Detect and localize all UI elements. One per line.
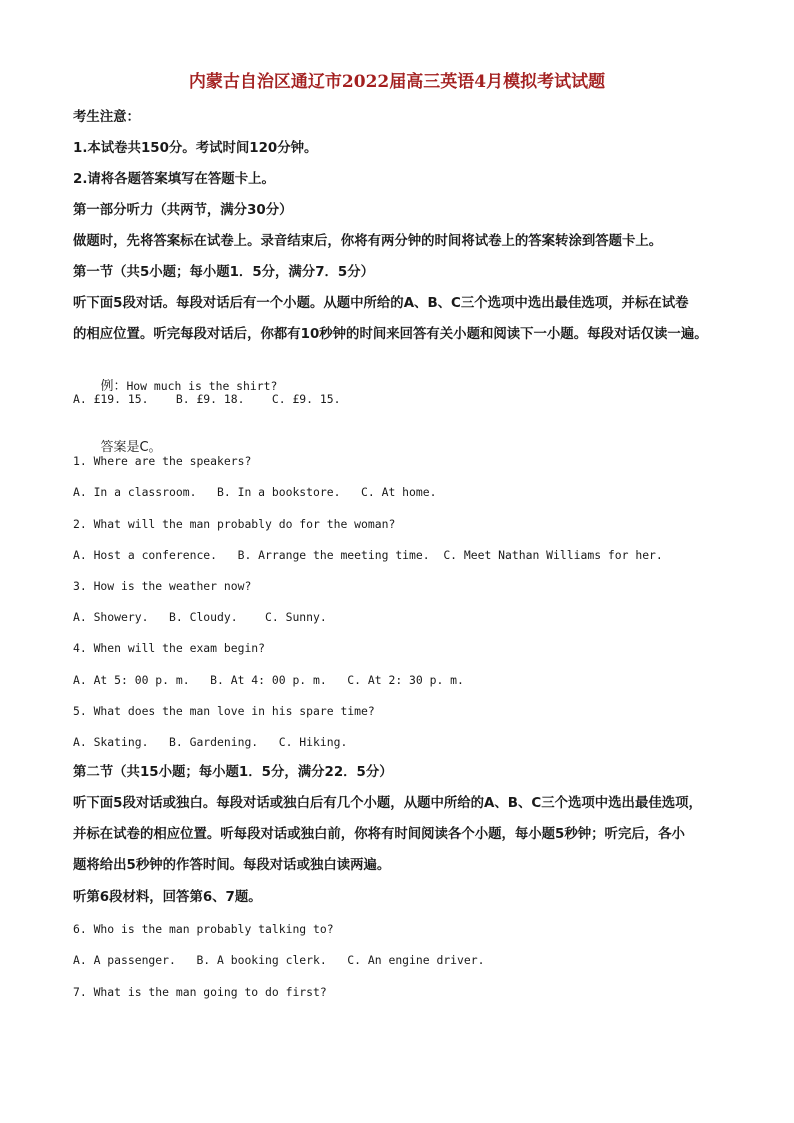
section2-instruction-line3: 题将给出5秒钟的作答时间。每段对话或独白读两遍。 (73, 858, 391, 873)
question-4: 4. When will the exam begin? (73, 641, 266, 655)
part1-heading: 第一部分听力（共两节，满分30分） (73, 203, 293, 218)
question-4-options: A. At 5: 00 p. m. B. At 4: 00 p. m. C. At 2: 30 p. m. (73, 673, 464, 687)
section2-instruction-line1: 听下面5段对话或独白。每段对话或独白后有几个小题，从题中所给的A、B、C三个选项中选出最佳选项， (73, 796, 702, 811)
material-6-heading: 听第6段材料，回答第6、7题。 (73, 890, 262, 905)
section1-instruction-line1: 听下面5段对话。每段对话后有一个小题。从题中所给的A、B、C三个选项中选出最佳选项，并标在试卷 (73, 296, 689, 311)
example-question: How much is the shirt? (126, 379, 278, 393)
part1-instruction: 做题时，先将答案标在试卷上。录音结束后，你将有两分钟的时间将试卷上的答案转涂到答题卡上。 (73, 234, 663, 249)
section2-heading: 第二节（共15小题；每小题1．5分，满分22．5分） (73, 765, 393, 780)
question-3: 3. How is the weather now? (73, 579, 252, 593)
question-2-options: A. Host a conference. B. Arrange the meeting time. C. Meet Nathan Williams for her. (73, 548, 663, 562)
question-7: 7. What is the man going to do first? (73, 985, 327, 999)
notice-item-2: 2.请将各题答案填写在答题卡上。 (73, 172, 275, 187)
question-2: 2. What will the man probably do for the woman? (73, 517, 396, 531)
question-5-options: A. Skating. B. Gardening. C. Hiking. (73, 735, 348, 749)
example-options: A. £19. 15. B. £9. 18. C. £9. 15. (73, 392, 341, 406)
exam-title: 内蒙古自治区通辽市2022届高三英语4月模拟考试试题 (188, 72, 606, 92)
section2-instruction-line2: 并标在试卷的相应位置。听每段对话或独白前，你将有时间阅读各个小题，每小题5秒钟；听完后，各小 (73, 827, 685, 842)
notice-item-1: 1.本试卷共150分。考试时间120分钟。 (73, 141, 318, 156)
example-answer: 答案是C。 (100, 440, 162, 455)
question-1-options: A. In a classroom. B. In a bookstore. C. At home. (73, 485, 437, 499)
question-3-options: A. Showery. B. Cloudy. C. Sunny. (73, 610, 327, 624)
question-1: 1. Where are the speakers? (73, 454, 252, 468)
example-prefix: 例： (100, 379, 127, 394)
section1-heading: 第一节（共5小题；每小题1．5分，满分7．5分） (73, 265, 375, 280)
notice-heading: 考生注意： (73, 110, 140, 125)
question-5: 5. What does the man love in his spare time? (73, 704, 375, 718)
section1-instruction-line2: 的相应位置。听完每段对话后，你都有10秒钟的时间来回答有关小题和阅读下一小题。每段对话仅读一遍。 (73, 327, 708, 342)
question-6-options: A. A passenger. B. A booking clerk. C. An engine driver. (73, 953, 485, 967)
question-6: 6. Who is the man probably talking to? (73, 922, 334, 936)
